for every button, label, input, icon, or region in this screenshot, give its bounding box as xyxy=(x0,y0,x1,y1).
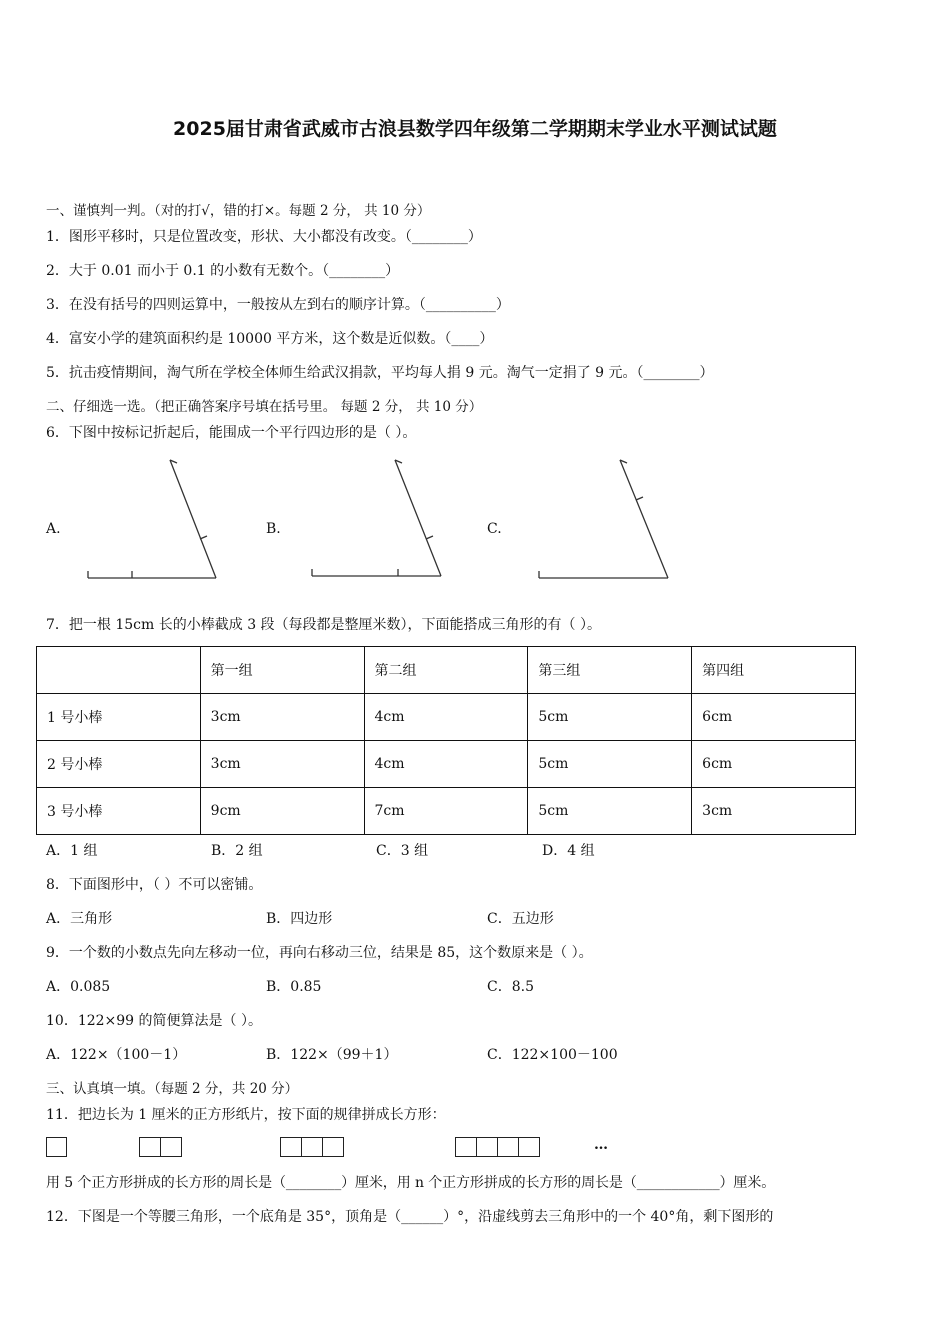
table-cell: 第二组 xyxy=(364,647,528,694)
table-row xyxy=(37,647,856,694)
q6-option-a[interactable]: A. xyxy=(46,521,61,537)
q11-answer-text: 用 5 个正方形拼成的长方形的周长是（________）厘米，用 n 个正方形拼成的长方形的周长是（____________）厘米。 xyxy=(46,1175,776,1191)
q7-option-b[interactable]: B．2 组 xyxy=(211,843,263,859)
table-cell xyxy=(37,647,201,694)
q4-text: 4．富安小学的建筑面积约是 10000 平方米，这个数是近似数。（____） xyxy=(46,331,494,347)
q1-text: 1．图形平移时，只是位置改变，形状、大小都没有改变。（________） xyxy=(46,229,482,245)
table-cell: 1 号小棒 xyxy=(37,694,201,741)
q11-square-3 xyxy=(280,1137,344,1157)
q11-square-4 xyxy=(455,1137,540,1157)
table-cell: 3cm xyxy=(200,741,364,788)
q6-option-c[interactable]: C. xyxy=(487,521,502,537)
page-title: 2025届甘肃省武威市古浪县数学四年级第二学期期末学业水平测试试题 xyxy=(173,118,777,140)
q7-option-a[interactable]: A．1 组 xyxy=(46,843,98,859)
q7-option-c[interactable]: C．3 组 xyxy=(376,843,429,859)
q9-text: 9．一个数的小数点先向左移动一位，再向右移动三位，结果是 85，这个数原来是（ ）。 xyxy=(46,945,593,961)
table-cell: 3cm xyxy=(200,694,364,741)
table-cell: 2 号小棒 xyxy=(37,741,201,788)
table-cell: 3cm xyxy=(692,788,856,835)
table-cell: 6cm xyxy=(692,741,856,788)
table-cell: 4cm xyxy=(364,694,528,741)
q7-option-d[interactable]: D．4 组 xyxy=(542,843,595,859)
q9-option-a[interactable]: A．0.085 xyxy=(46,979,111,995)
section2-heading: 二、仔细选一选。（把正确答案序号填在括号里。 每题 2 分， 共 10 分） xyxy=(46,399,483,415)
q11-text: 11．把边长为 1 厘米的正方形纸片，按下面的规律拼成长方形： xyxy=(46,1107,446,1123)
q7-text: 7．把一根 15cm 长的小棒截成 3 段（每段都是整厘米数），下面能搭成三角形的有（ ）。 xyxy=(46,617,601,633)
table-cell: 5cm xyxy=(528,741,692,788)
table-cell: 4cm xyxy=(364,741,528,788)
q10-option-b[interactable]: B．122×（99＋1） xyxy=(266,1047,398,1063)
q8-text: 8．下面图形中，（ ）不可以密铺。 xyxy=(46,877,263,893)
q11-square-1 xyxy=(46,1137,67,1157)
table-row xyxy=(37,741,856,788)
q8-option-b[interactable]: B．四边形 xyxy=(266,911,333,927)
q9-option-b[interactable]: B．0.85 xyxy=(266,979,322,995)
q5-text: 5．抗击疫情期间，淘气所在学校全体师生给武汉捐款，平均每人捐 9 元。淘气一定捐了 9 元。（________） xyxy=(46,365,714,381)
table-cell: 9cm xyxy=(200,788,364,835)
q11-ellipsis: … xyxy=(594,1137,608,1153)
q2-text: 2．大于 0.01 而小于 0.1 的小数有无数个。（________） xyxy=(46,263,400,279)
table-cell: 5cm xyxy=(528,694,692,741)
q10-option-a[interactable]: A．122×（100－1） xyxy=(46,1047,187,1063)
q3-text: 3．在没有括号的四则运算中，一般按从左到右的顺序计算。（__________） xyxy=(46,297,510,313)
table-cell: 5cm xyxy=(528,788,692,835)
section1-heading: 一、谨慎判一判。（对的打√，错的打×。每题 2 分， 共 10 分） xyxy=(46,203,431,219)
q10-text: 10．122×99 的简便算法是（ ）。 xyxy=(46,1013,262,1029)
q10-option-c[interactable]: C．122×100－100 xyxy=(487,1047,618,1063)
q6-option-b[interactable]: B. xyxy=(266,521,281,537)
table-row xyxy=(37,788,856,835)
table-row xyxy=(37,694,856,741)
q12-text: 12．下图是一个等腰三角形，一个底角是 35°，顶角是（______）°，沿虚线剪去三角形中的一个 40°角，剩下图形的 xyxy=(46,1209,774,1225)
q6-figure-c xyxy=(0,0,950,600)
section3-heading: 三、认真填一填。（每题 2 分，共 20 分） xyxy=(46,1081,299,1097)
table-cell: 3 号小棒 xyxy=(37,788,201,835)
q8-option-a[interactable]: A．三角形 xyxy=(46,911,113,927)
q9-option-c[interactable]: C．8.5 xyxy=(487,979,534,995)
q6-text: 6．下图中按标记折起后，能围成一个平行四边形的是（ ）。 xyxy=(46,425,417,441)
q7-table xyxy=(36,646,856,835)
q8-option-c[interactable]: C．五边形 xyxy=(487,911,554,927)
table-cell: 第一组 xyxy=(200,647,364,694)
table-cell: 第三组 xyxy=(528,647,692,694)
table-cell: 6cm xyxy=(692,694,856,741)
table-cell: 第四组 xyxy=(692,647,856,694)
q11-square-2 xyxy=(139,1137,182,1157)
table-cell: 7cm xyxy=(364,788,528,835)
